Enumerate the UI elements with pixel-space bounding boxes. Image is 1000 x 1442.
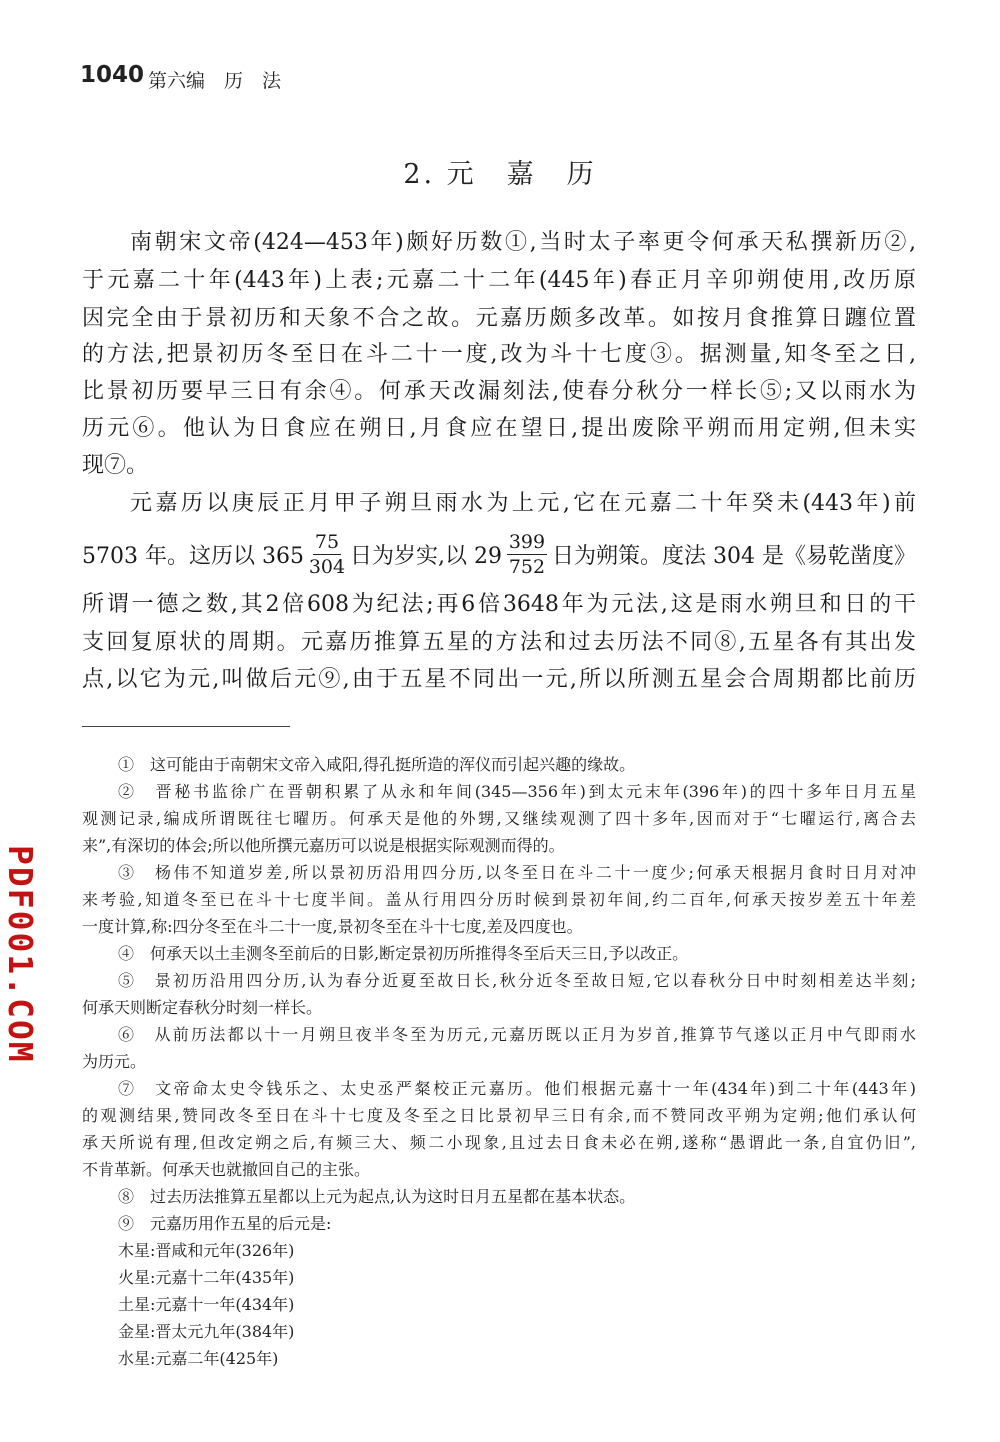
body-line: 于元嘉二十年(443年)上表;元嘉二十二年(445年)春正月辛卯朔使用,改历原: [82, 268, 916, 293]
planet-mercury: 水星:元嘉二年(425年): [118, 1349, 279, 1368]
fraction-numerator: 75: [314, 530, 340, 553]
footnote-9: ⑨ 元嘉历用作五星的后元是:: [118, 1214, 332, 1233]
body-text: 日为朔策。度法 304 是《易乾凿度》: [551, 543, 916, 569]
planet-saturn: 土星:元嘉十一年(434年): [118, 1295, 295, 1314]
footnote-2: 观测记录,编成所谓既往七曜历。何承天是他的外甥,又继续观测了四十多年,因而对于“七曜运行,离合去: [82, 809, 916, 828]
body-line: 点,以它为元,叫做后元⑨,由于五星不同出一元,所以所测五星会合周期都比前历: [82, 667, 916, 692]
fraction-month-remainder: [507, 530, 547, 579]
footnote-7: 不肯革新。何承天也就撤回自己的主张。: [82, 1160, 371, 1179]
fraction-line: [82, 526, 916, 582]
section-title: 2. 元 嘉 历: [403, 159, 597, 190]
fraction-denominator: 752: [508, 555, 546, 578]
body-line: 南朝宋文帝(424—453年)颇好历数①,当时太子率更令何承天私撰新历②,: [130, 230, 916, 255]
footnote-3: 来考验,知道冬至已在斗十七度半间。盖从行用四分历时候到景初年间,约二百年,何承天按岁差五十年差: [82, 890, 916, 909]
body-line: 的方法,把景初历冬至日在斗二十一度,改为斗十七度③。据测量,知冬至之日,: [82, 342, 916, 367]
footnote-5: 何承天则断定春秋分时刻一样长。: [82, 998, 323, 1017]
body-line: 历元⑥。他认为日食应在朔日,月食应在望日,提出废除平朔而用定朔,但未实: [82, 416, 916, 441]
footnote-6: ⑥ 从前历法都以十一月朔旦夜半冬至为历元,元嘉历既以正月为岁首,推算节气遂以正月中气即雨水: [118, 1025, 916, 1044]
page-number: 1040: [80, 62, 145, 88]
footnote-7: ⑦ 文帝命太史令钱乐之、太史丞严粲校正元嘉历。他们根据元嘉十一年(434年)到二十年(443年): [118, 1079, 916, 1098]
body-line: 所谓一德之数,其2倍608为纪法;再6倍3648年为元法,这是雨水朔旦和日的干: [82, 592, 916, 617]
footnote-7: 承天所说有理,但改定朔之后,有频三大、频二小现象,且过去日食未必在朔,遂称“愚谓此一条,自宜仍旧”,: [82, 1133, 916, 1152]
footnote-6: 为历元。: [82, 1052, 147, 1071]
fraction-denominator: 304: [308, 555, 346, 578]
footnote-3: 一度计算,称:四分冬至在斗二十一度,景初冬至在斗十七度,差及四度也。: [82, 917, 583, 936]
body-line: 现⑦。: [82, 453, 149, 478]
body-line: 支回复原状的周期。元嘉历推算五星的方法和过去历法不同⑧,五星各有其出发: [82, 630, 916, 655]
body-line: 比景初历要早三日有余④。何承天改漏刻法,使春分秋分一样长⑤;又以雨水为: [82, 379, 916, 404]
footnote-1: ① 这可能由于南朝宋文帝入咸阳,得孔挺所造的浑仪而引起兴趣的缘故。: [118, 755, 636, 774]
fraction-year-remainder: [309, 530, 345, 579]
footnote-2: ② 晋秘书监徐广在晋朝积累了从永和年间(345—356年)到太元末年(396年)的四十多年日月五星: [118, 782, 916, 801]
watermark: PDF001.COM: [1, 845, 40, 1064]
footnote-5: ⑤ 景初历沿用四分历,认为春分近夏至故日长,秋分近冬至故日短,它以春秋分日中时刻相差达半刻;: [118, 971, 916, 990]
fraction-numerator: 399: [508, 530, 546, 553]
footnote-4: ④ 何承天以土圭测冬至前后的日影,断定景初历所推得冬至后天三日,予以改正。: [118, 944, 689, 963]
planet-jupiter: 木星:晋咸和元年(326年): [118, 1241, 295, 1260]
body-line: 因完全由于景初历和天象不合之故。元嘉历颇多改革。如按月食推算日躔位置: [82, 306, 916, 331]
planet-mars: 火星:元嘉十二年(435年): [118, 1268, 295, 1287]
body-text: 5703 年。这历以 365: [82, 543, 304, 569]
footnote-2: 来”,有深切的体会;所以他所撰元嘉历可以说是根据实际观测而得的。: [82, 836, 565, 855]
running-title: 第六编 历 法: [148, 70, 282, 92]
footnote-8: ⑧ 过去历法推算五星都以上元为起点,认为这时日月五星都在基本状态。: [118, 1187, 636, 1206]
body-text: 日为岁实,以 29: [349, 543, 502, 569]
footnote-3: ③ 杨伟不知道岁差,所以景初历沿用四分历,以冬至日在斗二十一度少;何承天根据月食时日月对冲: [118, 863, 916, 882]
footnote-rule: [82, 726, 290, 727]
planet-venus: 金星:晋太元九年(384年): [118, 1322, 295, 1341]
body-line: 元嘉历以庚辰正月甲子朔旦雨水为上元,它在元嘉二十年癸未(443年)前: [130, 491, 916, 516]
footnote-7: 的观测结果,赞同改冬至日在斗十七度及冬至之日比景初早三日有余,而不赞同改平朔为定朔;他们承认何: [82, 1106, 916, 1125]
